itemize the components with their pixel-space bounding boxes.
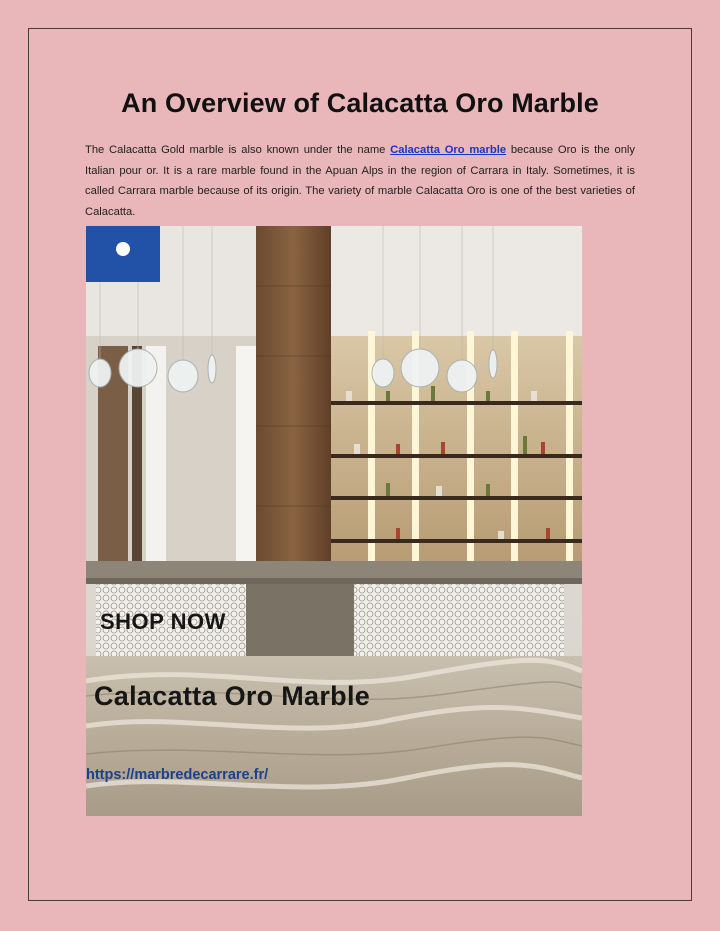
- page-title: An Overview of Calacatta Oro Marble: [121, 88, 599, 118]
- intro-paragraph: [85, 140, 635, 222]
- product-name: Calacatta Oro Marble: [94, 681, 371, 711]
- bar-interior-illustration: [86, 226, 582, 816]
- brand-logo-box: [86, 226, 160, 282]
- calacatta-oro-link[interactable]: Calacatta Oro marble: [390, 144, 507, 156]
- website-url[interactable]: https://marbredecarrare.fr/: [86, 767, 269, 783]
- intro-text-end: because Oro is the only Italian pour or. It is a rare marble found in the Apuan Alps in the region of Carrara in Italy. Sometimes, it is called Carrara marble because of its origin. The variety of marble Calacatta Oro is one of the best varieties of Calacatta.: [85, 144, 635, 218]
- marble-logo-icon: [116, 242, 130, 256]
- shop-now-cta[interactable]: SHOP NOW: [100, 609, 226, 634]
- promo-banner-image[interactable]: [86, 226, 582, 816]
- intro-text-start: The Calacatta Gold marble is also known under the name: [85, 144, 391, 156]
